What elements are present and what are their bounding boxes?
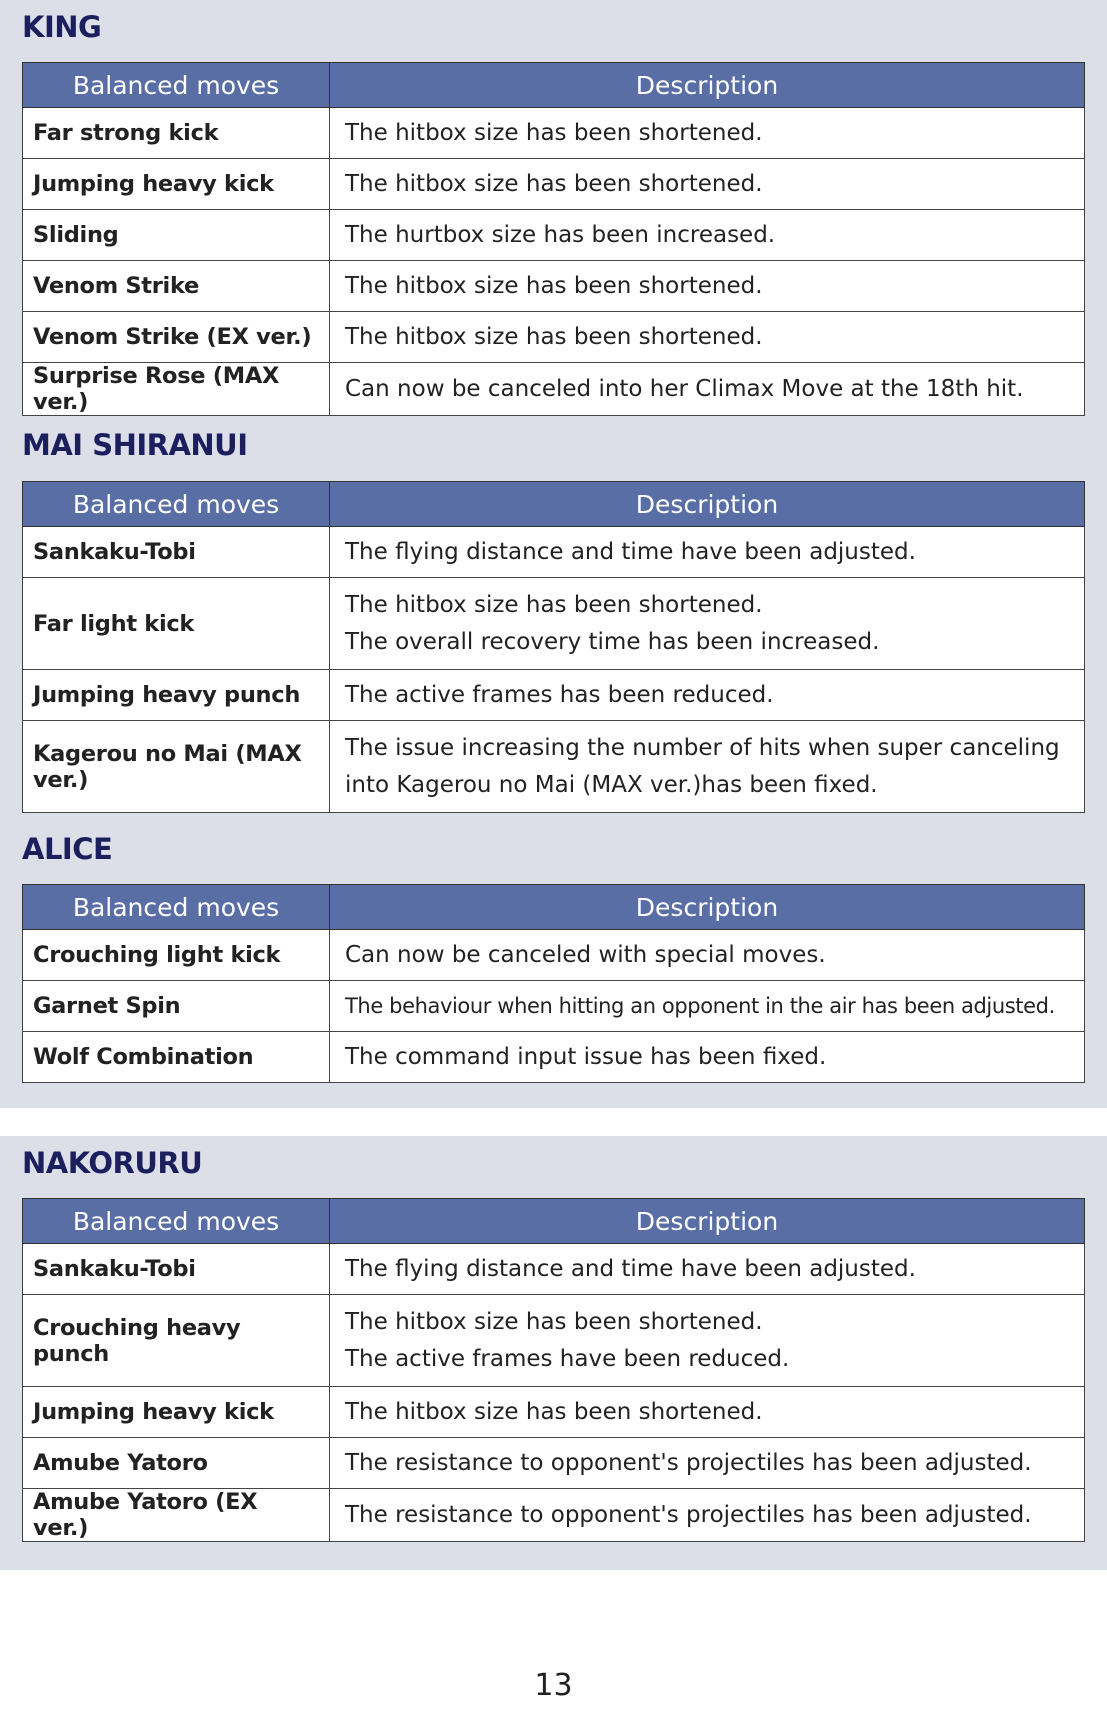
table-row xyxy=(23,1387,1085,1438)
table-row xyxy=(23,1032,1085,1083)
move-description xyxy=(330,1295,1085,1387)
character-title: NAKORURU xyxy=(22,1146,203,1180)
move-description xyxy=(330,527,1085,578)
move-description xyxy=(330,930,1085,981)
table-row xyxy=(23,578,1085,670)
table-row xyxy=(23,1438,1085,1489)
move-name: Surprise Rose (MAX ver.) xyxy=(23,363,330,416)
column-header-moves: Balanced moves xyxy=(23,63,330,108)
description-line: The overall recovery time has been increased. xyxy=(345,628,880,655)
move-name: Amube Yatoro xyxy=(23,1438,330,1489)
move-name: Garnet Spin xyxy=(23,981,330,1032)
move-description xyxy=(330,363,1085,416)
column-header-description: Description xyxy=(330,1199,1085,1244)
description-line: The resistance to opponent's projectiles has been adjusted. xyxy=(345,1501,1032,1528)
description-line: The flying distance and time have been adjusted. xyxy=(345,1255,916,1282)
move-description xyxy=(330,1489,1085,1542)
description-line: The behaviour when hitting an opponent in the air has been adjusted. xyxy=(345,993,1055,1018)
table-header-row xyxy=(23,63,1085,108)
moves-table xyxy=(22,62,1085,416)
table-row xyxy=(23,108,1085,159)
description-line: into Kagerou no Mai (MAX ver.)has been fixed. xyxy=(345,771,878,798)
moves-table xyxy=(22,884,1085,1083)
move-description xyxy=(330,312,1085,363)
moves-table xyxy=(22,481,1085,813)
table-header-row xyxy=(23,1199,1085,1244)
move-description xyxy=(330,210,1085,261)
move-name: Far strong kick xyxy=(23,108,330,159)
move-name: Jumping heavy kick xyxy=(23,1387,330,1438)
description-line: The hitbox size has been shortened. xyxy=(345,323,763,350)
table-row xyxy=(23,210,1085,261)
column-header-moves: Balanced moves xyxy=(23,885,330,930)
move-description xyxy=(330,261,1085,312)
description-line: The hitbox size has been shortened. xyxy=(345,1398,763,1425)
description-line: The flying distance and time have been adjusted. xyxy=(345,538,916,565)
table-row xyxy=(23,261,1085,312)
move-name: Crouching heavy punch xyxy=(23,1295,330,1387)
table-row xyxy=(23,1244,1085,1295)
table-header-row xyxy=(23,885,1085,930)
description-line: The active frames have been reduced. xyxy=(345,1345,790,1372)
description-line: Can now be canceled into her Climax Move at the 18th hit. xyxy=(345,375,1024,402)
page-number: 13 xyxy=(534,1668,573,1703)
move-name: Far light kick xyxy=(23,578,330,670)
move-name: Wolf Combination xyxy=(23,1032,330,1083)
description-line: The hitbox size has been shortened. xyxy=(345,170,763,197)
move-name: Amube Yatoro (EX ver.) xyxy=(23,1489,330,1542)
move-name: Venom Strike xyxy=(23,261,330,312)
character-title: ALICE xyxy=(22,832,113,866)
description-line: The issue increasing the number of hits when super canceling xyxy=(345,734,1060,761)
move-description xyxy=(330,1032,1085,1083)
table-header-row xyxy=(23,482,1085,527)
table-row xyxy=(23,363,1085,416)
move-description xyxy=(330,670,1085,721)
table-row xyxy=(23,930,1085,981)
column-header-moves: Balanced moves xyxy=(23,1199,330,1244)
move-description xyxy=(330,108,1085,159)
moves-table xyxy=(22,1198,1085,1542)
table-row xyxy=(23,670,1085,721)
description-line: The command input issue has been fixed. xyxy=(345,1043,827,1070)
move-name: Jumping heavy punch xyxy=(23,670,330,721)
column-header-description: Description xyxy=(330,482,1085,527)
description-line: The hitbox size has been shortened. xyxy=(345,591,763,618)
description-line: The hitbox size has been shortened. xyxy=(345,119,763,146)
move-name: Sankaku-Tobi xyxy=(23,1244,330,1295)
move-name: Kagerou no Mai (MAX ver.) xyxy=(23,721,330,813)
description-line: The hurtbox size has been increased. xyxy=(345,221,776,248)
move-description xyxy=(330,578,1085,670)
table-row xyxy=(23,981,1085,1032)
move-description xyxy=(330,1244,1085,1295)
description-line: The hitbox size has been shortened. xyxy=(345,1308,763,1335)
table-row xyxy=(23,1295,1085,1387)
description-line: The resistance to opponent's projectiles has been adjusted. xyxy=(345,1449,1032,1476)
table-row xyxy=(23,1489,1085,1542)
description-line: Can now be canceled with special moves. xyxy=(345,941,826,968)
table-row xyxy=(23,527,1085,578)
table-row xyxy=(23,312,1085,363)
character-title: KING xyxy=(22,10,102,44)
move-name: Jumping heavy kick xyxy=(23,159,330,210)
table-row xyxy=(23,159,1085,210)
column-header-description: Description xyxy=(330,63,1085,108)
move-name: Sliding xyxy=(23,210,330,261)
column-header-description: Description xyxy=(330,885,1085,930)
column-header-moves: Balanced moves xyxy=(23,482,330,527)
move-description xyxy=(330,981,1085,1032)
move-name: Crouching light kick xyxy=(23,930,330,981)
move-name: Sankaku-Tobi xyxy=(23,527,330,578)
table-row xyxy=(23,721,1085,813)
move-description xyxy=(330,159,1085,210)
description-line: The hitbox size has been shortened. xyxy=(345,272,763,299)
move-description xyxy=(330,721,1085,813)
move-name: Venom Strike (EX ver.) xyxy=(23,312,330,363)
description-line: The active frames has been reduced. xyxy=(345,681,774,708)
character-title: MAI SHIRANUI xyxy=(22,428,248,462)
move-description xyxy=(330,1387,1085,1438)
move-description xyxy=(330,1438,1085,1489)
